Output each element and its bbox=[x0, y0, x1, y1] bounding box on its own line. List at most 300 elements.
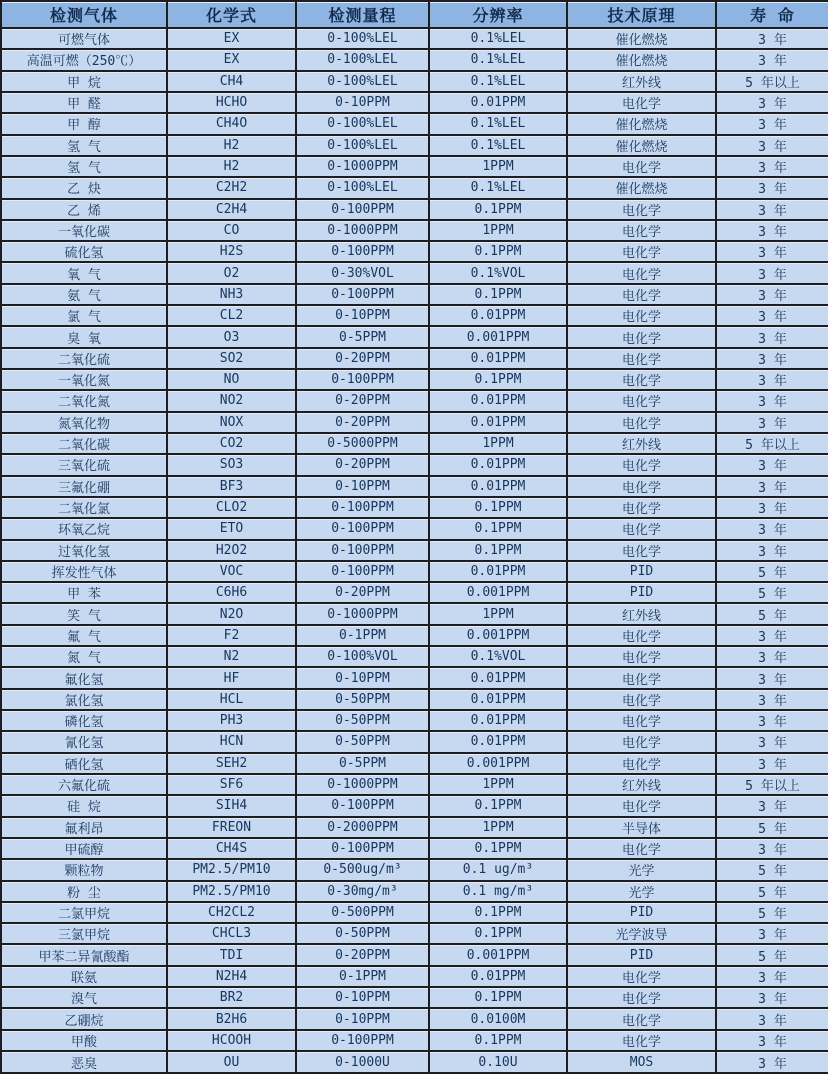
cell-resolution: 0.01PPM bbox=[429, 412, 567, 433]
table-row bbox=[1, 262, 828, 283]
cell-range: 0-10PPM bbox=[296, 305, 429, 326]
cell-principle: PID bbox=[567, 582, 716, 603]
table-row bbox=[1, 92, 828, 113]
cell-range: 0-10PPM bbox=[296, 667, 429, 688]
cell-gas-name: 三氯甲烷 bbox=[1, 923, 167, 944]
cell-formula: SEH2 bbox=[167, 753, 296, 774]
cell-principle: 催化燃烧 bbox=[567, 177, 716, 198]
table-row bbox=[1, 838, 828, 859]
cell-range: 0-20PPM bbox=[296, 454, 429, 475]
cell-formula: SO3 bbox=[167, 454, 296, 475]
table-row bbox=[1, 326, 828, 347]
cell-gas-name: 可燃气体 bbox=[1, 28, 167, 49]
cell-resolution: 0.1PPM bbox=[429, 540, 567, 561]
cell-principle: 电化学 bbox=[567, 369, 716, 390]
cell-principle: MOS bbox=[567, 1051, 716, 1073]
cell-principle: 电化学 bbox=[567, 454, 716, 475]
table-row bbox=[1, 859, 828, 880]
cell-principle: 电化学 bbox=[567, 838, 716, 859]
cell-gas-name: 甲 醇 bbox=[1, 113, 167, 134]
cell-formula: CL2 bbox=[167, 305, 296, 326]
cell-formula: CH4S bbox=[167, 838, 296, 859]
cell-formula: CLO2 bbox=[167, 497, 296, 518]
cell-formula: CO2 bbox=[167, 433, 296, 454]
cell-gas-name: 硅 烷 bbox=[1, 795, 167, 816]
cell-lifespan: 5 年 bbox=[716, 817, 828, 838]
cell-formula: HCOOH bbox=[167, 1030, 296, 1051]
cell-resolution: 0.1%LEL bbox=[429, 71, 567, 92]
cell-principle: 电化学 bbox=[567, 199, 716, 220]
column-header-principle: 技术原理 bbox=[567, 1, 716, 28]
table-row bbox=[1, 284, 828, 305]
cell-gas-name: 氟利昂 bbox=[1, 817, 167, 838]
cell-gas-name: 氮 气 bbox=[1, 646, 167, 667]
table-row bbox=[1, 497, 828, 518]
cell-principle: 电化学 bbox=[567, 1008, 716, 1029]
cell-resolution: 0.01PPM bbox=[429, 710, 567, 731]
cell-formula: ETO bbox=[167, 518, 296, 539]
cell-gas-name: 甲 醛 bbox=[1, 92, 167, 113]
cell-principle: 催化燃烧 bbox=[567, 135, 716, 156]
table-row bbox=[1, 540, 828, 561]
cell-principle: 电化学 bbox=[567, 220, 716, 241]
cell-resolution: 0.1 mg/m³ bbox=[429, 881, 567, 902]
cell-formula: EX bbox=[167, 49, 296, 70]
cell-gas-name: 氟化氢 bbox=[1, 667, 167, 688]
cell-gas-name: 乙硼烷 bbox=[1, 1008, 167, 1029]
cell-range: 0-1000PPM bbox=[296, 603, 429, 624]
cell-lifespan: 5 年以上 bbox=[716, 774, 828, 795]
table-row bbox=[1, 753, 828, 774]
cell-principle: 电化学 bbox=[567, 476, 716, 497]
cell-resolution: 1PPM bbox=[429, 817, 567, 838]
cell-range: 0-100PPM bbox=[296, 838, 429, 859]
cell-formula: N2 bbox=[167, 646, 296, 667]
cell-gas-name: 氢 气 bbox=[1, 135, 167, 156]
cell-resolution: 0.1%LEL bbox=[429, 28, 567, 49]
cell-lifespan: 3 年 bbox=[716, 49, 828, 70]
cell-gas-name: 联氨 bbox=[1, 966, 167, 987]
column-header-range: 检测量程 bbox=[296, 1, 429, 28]
table-row bbox=[1, 220, 828, 241]
cell-lifespan: 3 年 bbox=[716, 241, 828, 262]
cell-gas-name: 颗粒物 bbox=[1, 859, 167, 880]
cell-resolution: 0.1%VOL bbox=[429, 262, 567, 283]
cell-range: 0-50PPM bbox=[296, 923, 429, 944]
cell-resolution: 1PPM bbox=[429, 433, 567, 454]
cell-principle: 电化学 bbox=[567, 625, 716, 646]
cell-gas-name: 臭 氧 bbox=[1, 326, 167, 347]
cell-formula: FREON bbox=[167, 817, 296, 838]
cell-range: 0-30mg/m³ bbox=[296, 881, 429, 902]
cell-principle: 电化学 bbox=[567, 156, 716, 177]
cell-formula: H2S bbox=[167, 241, 296, 262]
table-row bbox=[1, 710, 828, 731]
cell-range: 0-10PPM bbox=[296, 476, 429, 497]
cell-lifespan: 3 年 bbox=[716, 92, 828, 113]
cell-lifespan: 3 年 bbox=[716, 135, 828, 156]
cell-lifespan: 3 年 bbox=[716, 1030, 828, 1051]
cell-lifespan: 3 年 bbox=[716, 348, 828, 369]
cell-range: 0-100%LEL bbox=[296, 113, 429, 134]
table-row bbox=[1, 923, 828, 944]
cell-resolution: 0.01PPM bbox=[429, 348, 567, 369]
cell-lifespan: 3 年 bbox=[716, 390, 828, 411]
cell-principle: 电化学 bbox=[567, 795, 716, 816]
cell-gas-name: 恶臭 bbox=[1, 1051, 167, 1073]
cell-resolution: 0.1PPM bbox=[429, 284, 567, 305]
cell-principle: 电化学 bbox=[567, 262, 716, 283]
cell-formula: HCL bbox=[167, 689, 296, 710]
cell-principle: 电化学 bbox=[567, 753, 716, 774]
table-row bbox=[1, 667, 828, 688]
cell-principle: 红外线 bbox=[567, 774, 716, 795]
table-row bbox=[1, 348, 828, 369]
cell-formula: SIH4 bbox=[167, 795, 296, 816]
cell-formula: B2H6 bbox=[167, 1008, 296, 1029]
cell-range: 0-100%LEL bbox=[296, 177, 429, 198]
cell-lifespan: 3 年 bbox=[716, 646, 828, 667]
cell-lifespan: 3 年 bbox=[716, 28, 828, 49]
cell-range: 0-100%VOL bbox=[296, 646, 429, 667]
cell-range: 0-100PPM bbox=[296, 199, 429, 220]
cell-lifespan: 3 年 bbox=[716, 177, 828, 198]
table-row bbox=[1, 135, 828, 156]
cell-formula: BF3 bbox=[167, 476, 296, 497]
cell-formula: SO2 bbox=[167, 348, 296, 369]
cell-resolution: 0.01PPM bbox=[429, 966, 567, 987]
table-row bbox=[1, 625, 828, 646]
table-row bbox=[1, 369, 828, 390]
cell-resolution: 0.1PPM bbox=[429, 497, 567, 518]
cell-principle: 红外线 bbox=[567, 433, 716, 454]
cell-principle: 电化学 bbox=[567, 284, 716, 305]
table-row bbox=[1, 305, 828, 326]
cell-lifespan: 5 年 bbox=[716, 944, 828, 965]
cell-gas-name: 氢 气 bbox=[1, 156, 167, 177]
table-row bbox=[1, 561, 828, 582]
table-row bbox=[1, 881, 828, 902]
cell-resolution: 0.10U bbox=[429, 1051, 567, 1073]
cell-gas-name: 甲酸 bbox=[1, 1030, 167, 1051]
cell-principle: 电化学 bbox=[567, 667, 716, 688]
cell-formula: HCHO bbox=[167, 92, 296, 113]
cell-resolution: 0.01PPM bbox=[429, 390, 567, 411]
table-row bbox=[1, 902, 828, 923]
cell-gas-name: 氟 气 bbox=[1, 625, 167, 646]
table-row bbox=[1, 49, 828, 70]
cell-lifespan: 3 年 bbox=[716, 838, 828, 859]
cell-resolution: 0.001PPM bbox=[429, 326, 567, 347]
cell-formula: PM2.5/PM10 bbox=[167, 859, 296, 880]
cell-gas-name: 氧 气 bbox=[1, 262, 167, 283]
table-row bbox=[1, 689, 828, 710]
cell-range: 0-500ug/m³ bbox=[296, 859, 429, 880]
cell-range: 0-1000U bbox=[296, 1051, 429, 1073]
cell-gas-name: 二氧化硫 bbox=[1, 348, 167, 369]
cell-range: 0-20PPM bbox=[296, 944, 429, 965]
table-row bbox=[1, 454, 828, 475]
cell-range: 0-20PPM bbox=[296, 348, 429, 369]
cell-resolution: 0.1%LEL bbox=[429, 113, 567, 134]
cell-resolution: 0.0100M bbox=[429, 1008, 567, 1029]
cell-gas-name: 氨 气 bbox=[1, 284, 167, 305]
cell-resolution: 0.001PPM bbox=[429, 625, 567, 646]
cell-gas-name: 甲硫醇 bbox=[1, 838, 167, 859]
cell-principle: 电化学 bbox=[567, 540, 716, 561]
cell-range: 0-20PPM bbox=[296, 390, 429, 411]
cell-lifespan: 3 年 bbox=[716, 113, 828, 134]
cell-formula: N2H4 bbox=[167, 966, 296, 987]
table-row bbox=[1, 1051, 828, 1073]
cell-gas-name: 溴气 bbox=[1, 987, 167, 1008]
cell-range: 0-100%LEL bbox=[296, 135, 429, 156]
cell-resolution: 1PPM bbox=[429, 603, 567, 624]
cell-formula: VOC bbox=[167, 561, 296, 582]
cell-principle: 半导体 bbox=[567, 817, 716, 838]
cell-lifespan: 5 年 bbox=[716, 603, 828, 624]
cell-gas-name: 笑 气 bbox=[1, 603, 167, 624]
cell-lifespan: 5 年 bbox=[716, 582, 828, 603]
cell-resolution: 0.1%LEL bbox=[429, 49, 567, 70]
cell-resolution: 0.1PPM bbox=[429, 199, 567, 220]
cell-formula: H2O2 bbox=[167, 540, 296, 561]
cell-range: 0-100PPM bbox=[296, 497, 429, 518]
cell-gas-name: 氯 气 bbox=[1, 305, 167, 326]
cell-principle: 光学 bbox=[567, 859, 716, 880]
cell-lifespan: 5 年 bbox=[716, 881, 828, 902]
cell-resolution: 0.1PPM bbox=[429, 369, 567, 390]
cell-gas-name: 乙 炔 bbox=[1, 177, 167, 198]
cell-range: 0-5PPM bbox=[296, 753, 429, 774]
table-row bbox=[1, 156, 828, 177]
cell-range: 0-5PPM bbox=[296, 326, 429, 347]
cell-principle: PID bbox=[567, 561, 716, 582]
cell-lifespan: 5 年 bbox=[716, 561, 828, 582]
cell-formula: HF bbox=[167, 667, 296, 688]
cell-gas-name: 甲 苯 bbox=[1, 582, 167, 603]
cell-gas-name: 三氧化硫 bbox=[1, 454, 167, 475]
cell-formula: EX bbox=[167, 28, 296, 49]
cell-formula: BR2 bbox=[167, 987, 296, 1008]
cell-lifespan: 3 年 bbox=[716, 731, 828, 752]
cell-principle: 电化学 bbox=[567, 348, 716, 369]
cell-gas-name: 甲苯二异氰酸酯 bbox=[1, 944, 167, 965]
cell-principle: PID bbox=[567, 902, 716, 923]
cell-resolution: 1PPM bbox=[429, 220, 567, 241]
cell-gas-name: 甲 烷 bbox=[1, 71, 167, 92]
cell-lifespan: 3 年 bbox=[716, 667, 828, 688]
cell-formula: OU bbox=[167, 1051, 296, 1073]
cell-formula: NO bbox=[167, 369, 296, 390]
cell-formula: F2 bbox=[167, 625, 296, 646]
cell-lifespan: 3 年 bbox=[716, 305, 828, 326]
cell-range: 0-100%LEL bbox=[296, 49, 429, 70]
cell-resolution: 0.001PPM bbox=[429, 582, 567, 603]
cell-range: 0-1PPM bbox=[296, 966, 429, 987]
cell-lifespan: 3 年 bbox=[716, 518, 828, 539]
cell-lifespan: 3 年 bbox=[716, 923, 828, 944]
cell-resolution: 1PPM bbox=[429, 774, 567, 795]
table-row bbox=[1, 433, 828, 454]
cell-range: 0-50PPM bbox=[296, 731, 429, 752]
cell-lifespan: 3 年 bbox=[716, 966, 828, 987]
cell-principle: 电化学 bbox=[567, 689, 716, 710]
table-row bbox=[1, 1030, 828, 1051]
cell-resolution: 0.01PPM bbox=[429, 305, 567, 326]
cell-resolution: 0.1%LEL bbox=[429, 135, 567, 156]
cell-range: 0-1PPM bbox=[296, 625, 429, 646]
cell-resolution: 0.01PPM bbox=[429, 689, 567, 710]
cell-range: 0-100PPM bbox=[296, 795, 429, 816]
cell-principle: 电化学 bbox=[567, 966, 716, 987]
cell-range: 0-10PPM bbox=[296, 92, 429, 113]
cell-gas-name: 高温可燃（250℃） bbox=[1, 49, 167, 70]
table-row bbox=[1, 944, 828, 965]
cell-lifespan: 5 年以上 bbox=[716, 433, 828, 454]
cell-principle: 催化燃烧 bbox=[567, 113, 716, 134]
table-row bbox=[1, 28, 828, 49]
cell-range: 0-500PPM bbox=[296, 902, 429, 923]
cell-lifespan: 3 年 bbox=[716, 795, 828, 816]
cell-formula: N2O bbox=[167, 603, 296, 624]
table-row bbox=[1, 774, 828, 795]
cell-resolution: 0.1PPM bbox=[429, 838, 567, 859]
cell-lifespan: 5 年 bbox=[716, 859, 828, 880]
cell-formula: CH2CL2 bbox=[167, 902, 296, 923]
cell-formula: TDI bbox=[167, 944, 296, 965]
cell-gas-name: 氮氧化物 bbox=[1, 412, 167, 433]
cell-range: 0-10PPM bbox=[296, 1008, 429, 1029]
cell-principle: 电化学 bbox=[567, 305, 716, 326]
cell-lifespan: 3 年 bbox=[716, 284, 828, 305]
cell-gas-name: 氯化氢 bbox=[1, 689, 167, 710]
table-row bbox=[1, 582, 828, 603]
cell-gas-name: 二氧化氯 bbox=[1, 497, 167, 518]
table-row bbox=[1, 177, 828, 198]
cell-resolution: 0.1PPM bbox=[429, 987, 567, 1008]
table-row bbox=[1, 646, 828, 667]
column-header-resolution: 分辨率 bbox=[429, 1, 567, 28]
cell-resolution: 0.001PPM bbox=[429, 944, 567, 965]
cell-lifespan: 5 年 bbox=[716, 902, 828, 923]
cell-range: 0-50PPM bbox=[296, 710, 429, 731]
cell-principle: 电化学 bbox=[567, 1030, 716, 1051]
cell-gas-name: 一氧化氮 bbox=[1, 369, 167, 390]
cell-formula: H2 bbox=[167, 156, 296, 177]
cell-gas-name: 三氟化硼 bbox=[1, 476, 167, 497]
cell-range: 0-100PPM bbox=[296, 369, 429, 390]
cell-principle: 光学波导 bbox=[567, 923, 716, 944]
cell-resolution: 1PPM bbox=[429, 156, 567, 177]
table-row bbox=[1, 603, 828, 624]
table-row bbox=[1, 817, 828, 838]
cell-gas-name: 硒化氢 bbox=[1, 753, 167, 774]
cell-principle: 催化燃烧 bbox=[567, 28, 716, 49]
cell-principle: 电化学 bbox=[567, 390, 716, 411]
table-row bbox=[1, 390, 828, 411]
header-row bbox=[1, 1, 828, 28]
cell-resolution: 0.1PPM bbox=[429, 518, 567, 539]
cell-principle: 电化学 bbox=[567, 497, 716, 518]
cell-lifespan: 3 年 bbox=[716, 454, 828, 475]
cell-lifespan: 3 年 bbox=[716, 326, 828, 347]
column-header-gas: 检测气体 bbox=[1, 1, 167, 28]
cell-gas-name: 氰化氢 bbox=[1, 731, 167, 752]
cell-formula: O3 bbox=[167, 326, 296, 347]
cell-range: 0-20PPM bbox=[296, 582, 429, 603]
table-row bbox=[1, 113, 828, 134]
cell-formula: C2H4 bbox=[167, 199, 296, 220]
cell-resolution: 0.01PPM bbox=[429, 561, 567, 582]
cell-principle: 电化学 bbox=[567, 92, 716, 113]
cell-gas-name: 挥发性气体 bbox=[1, 561, 167, 582]
cell-resolution: 0.1PPM bbox=[429, 1030, 567, 1051]
cell-gas-name: 二氯甲烷 bbox=[1, 902, 167, 923]
cell-lifespan: 3 年 bbox=[716, 156, 828, 177]
cell-range: 0-1000PPM bbox=[296, 774, 429, 795]
column-header-lifespan: 寿 命 bbox=[716, 1, 828, 28]
cell-lifespan: 3 年 bbox=[716, 369, 828, 390]
table-row bbox=[1, 987, 828, 1008]
cell-gas-name: 磷化氢 bbox=[1, 710, 167, 731]
cell-lifespan: 3 年 bbox=[716, 987, 828, 1008]
cell-range: 0-2000PPM bbox=[296, 817, 429, 838]
table-row bbox=[1, 731, 828, 752]
cell-resolution: 0.1%LEL bbox=[429, 177, 567, 198]
cell-principle: 电化学 bbox=[567, 710, 716, 731]
table-row bbox=[1, 476, 828, 497]
cell-lifespan: 3 年 bbox=[716, 1008, 828, 1029]
cell-resolution: 0.01PPM bbox=[429, 92, 567, 113]
cell-range: 0-100PPM bbox=[296, 1030, 429, 1051]
cell-principle: 电化学 bbox=[567, 241, 716, 262]
table-row bbox=[1, 71, 828, 92]
cell-lifespan: 3 年 bbox=[716, 1051, 828, 1073]
cell-gas-name: 二氧化碳 bbox=[1, 433, 167, 454]
cell-lifespan: 3 年 bbox=[716, 540, 828, 561]
cell-resolution: 0.01PPM bbox=[429, 731, 567, 752]
cell-range: 0-100%LEL bbox=[296, 71, 429, 92]
table-row bbox=[1, 241, 828, 262]
cell-gas-name: 环氧乙烷 bbox=[1, 518, 167, 539]
cell-range: 0-50PPM bbox=[296, 689, 429, 710]
cell-formula: CH4O bbox=[167, 113, 296, 134]
cell-formula: NO2 bbox=[167, 390, 296, 411]
cell-principle: 电化学 bbox=[567, 731, 716, 752]
cell-lifespan: 3 年 bbox=[716, 220, 828, 241]
cell-formula: CO bbox=[167, 220, 296, 241]
table-row bbox=[1, 795, 828, 816]
cell-range: 0-100PPM bbox=[296, 284, 429, 305]
cell-formula: HCN bbox=[167, 731, 296, 752]
cell-principle: 红外线 bbox=[567, 71, 716, 92]
cell-range: 0-5000PPM bbox=[296, 433, 429, 454]
cell-formula: NOX bbox=[167, 412, 296, 433]
cell-formula: O2 bbox=[167, 262, 296, 283]
cell-gas-name: 硫化氢 bbox=[1, 241, 167, 262]
cell-lifespan: 3 年 bbox=[716, 262, 828, 283]
cell-range: 0-30%VOL bbox=[296, 262, 429, 283]
cell-gas-name: 粉 尘 bbox=[1, 881, 167, 902]
cell-lifespan: 3 年 bbox=[716, 199, 828, 220]
cell-principle: 电化学 bbox=[567, 646, 716, 667]
cell-principle: 电化学 bbox=[567, 518, 716, 539]
cell-resolution: 0.1PPM bbox=[429, 902, 567, 923]
cell-principle: 光学 bbox=[567, 881, 716, 902]
cell-range: 0-100PPM bbox=[296, 540, 429, 561]
cell-lifespan: 3 年 bbox=[716, 412, 828, 433]
